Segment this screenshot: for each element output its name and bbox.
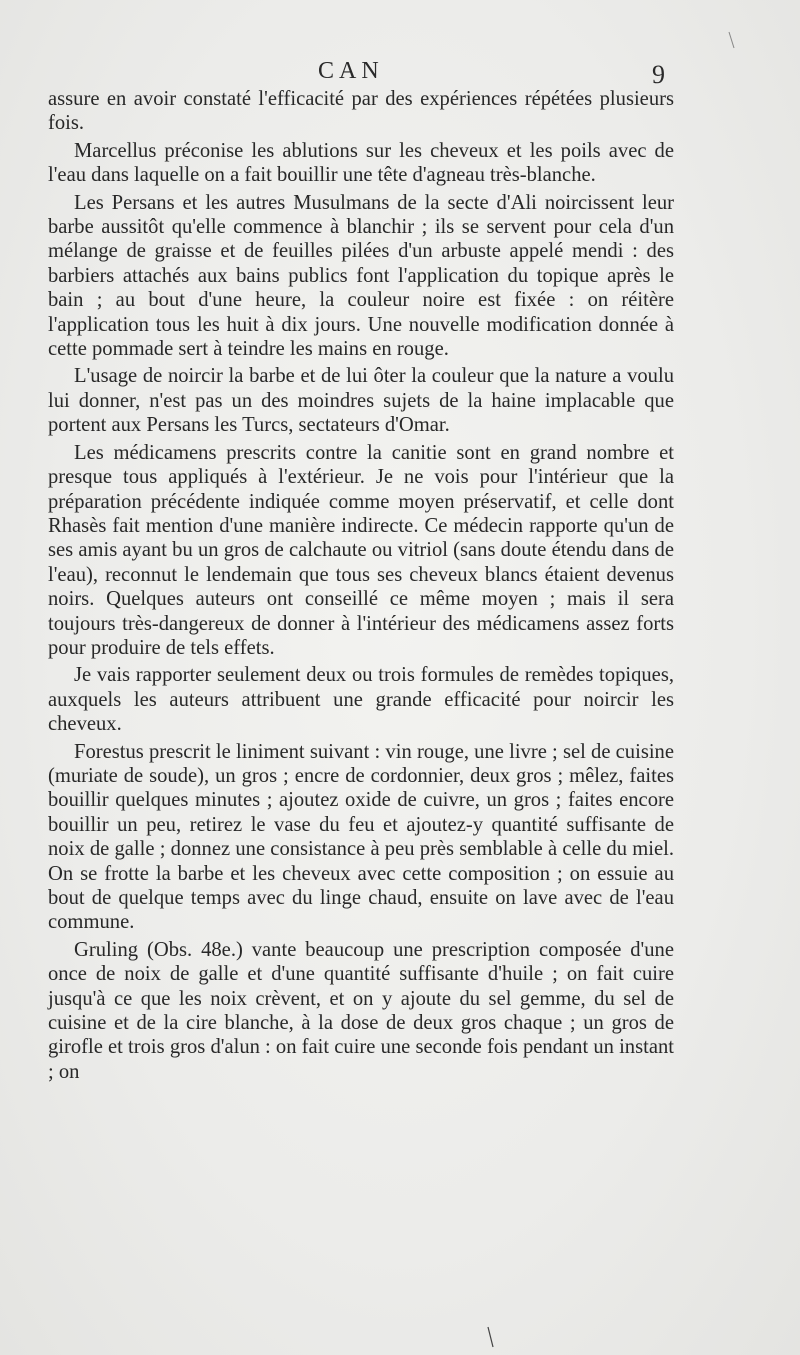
paragraph-usage: L'usage de noircir la barbe et de lui ôter la couleur que la nature a voulu lui donner, n'est pas un des moindres sujets de la haine implacable que portent aux Persans les Turcs, sectateurs d'Omar.: [48, 365, 674, 437]
body-text: [48, 87, 674, 1084]
stray-pen-mark: [486, 1325, 496, 1349]
paragraph-marcellus: Marcellus préconise les ablutions sur les cheveux et les poils avec de l'eau dans laquelle on a fait bouillir une tête d'agneau très-blanche.: [48, 139, 674, 187]
paragraph-medicamens: Les médicamens prescrits contre la canitie sont en grand nombre et presque tous appliqués à l'extérieur. Je ne vois pour l'intérieur que la préparation précédente indiquée comme moyen préservatif, et celle dont Rhasès fait mention d'une manière indirecte. Ce médecin rapporte qu'un de ses amis ayant bu un gros de calchaute ou vitriol (sans doute étendu dans de l'eau), reconnut le lendemain que tous ses cheveux blancs étaient devenus noirs. Quelques auteurs ont conseillé ce même moyen ; mais il sera toujours très-dangereux de donner à l'intérieur des médicamens assez forts pour produire de tels effets.: [48, 441, 674, 659]
paragraph-gruling: Gruling (Obs. 48e.) vante beaucoup une prescription composée d'une once de noix de galle et d'une quantité suffisante d'huile ; on fait cuire jusqu'à ce que les noix crèvent, et on y ajoute du sel gemme, du sel de cuisine et de la cire blanche, à la dose de deux gros chaque ; un gros de girofle et trois gros d'alun : on fait cuire une seconde fois pendant un instant ; on: [48, 938, 674, 1083]
stray-corner-mark: [726, 30, 738, 50]
running-header: CAN: [318, 58, 384, 84]
page-number: 9: [652, 60, 665, 89]
paragraph-forestus: Forestus prescrit le liniment suivant : vin rouge, une livre ; sel de cuisine (muriate de soude), un gros ; encre de cordonnier, deux gros ; mêlez, faites bouillir quelques minutes ; ajoutez oxide de cuivre, un gros ; faites encore bouillir un peu, retirez le vase du feu et ajoutez-y quantité suffisante de noix de galle ; donnez une consistance à peu près semblable à celle du miel. On se frotte la barbe et les cheveux avec cette composition ; on essuie au bout de quelque temps avec du linge chaud, ensuite on lave avec de l'eau commune.: [48, 740, 674, 934]
paragraph-formules: Je vais rapporter seulement deux ou trois formules de remèdes topiques, auxquels les auteurs attribuent une grande efficacité pour noircir les cheveux.: [48, 664, 674, 736]
paragraph-continuation: assure en avoir constaté l'efficacité par des expériences répétées plusieurs fois.: [48, 88, 674, 135]
paragraph-persans: Les Persans et les autres Musulmans de la secte d'Ali noircissent leur barbe aussitôt qu'elle commence à blanchir ; ils se servent pour cela d'un mélange de graisse et de feuilles pilées d'un arbuste appelé mendi : des barbiers attachés aux bains publics font l'application du topique après le bain ; au bout d'une heure, la couleur noire est fixée : on réitère l'application tous les huit à dix jours. Une nouvelle modification donnée à cette pommade sert à teindre les mains en rouge.: [48, 191, 674, 361]
